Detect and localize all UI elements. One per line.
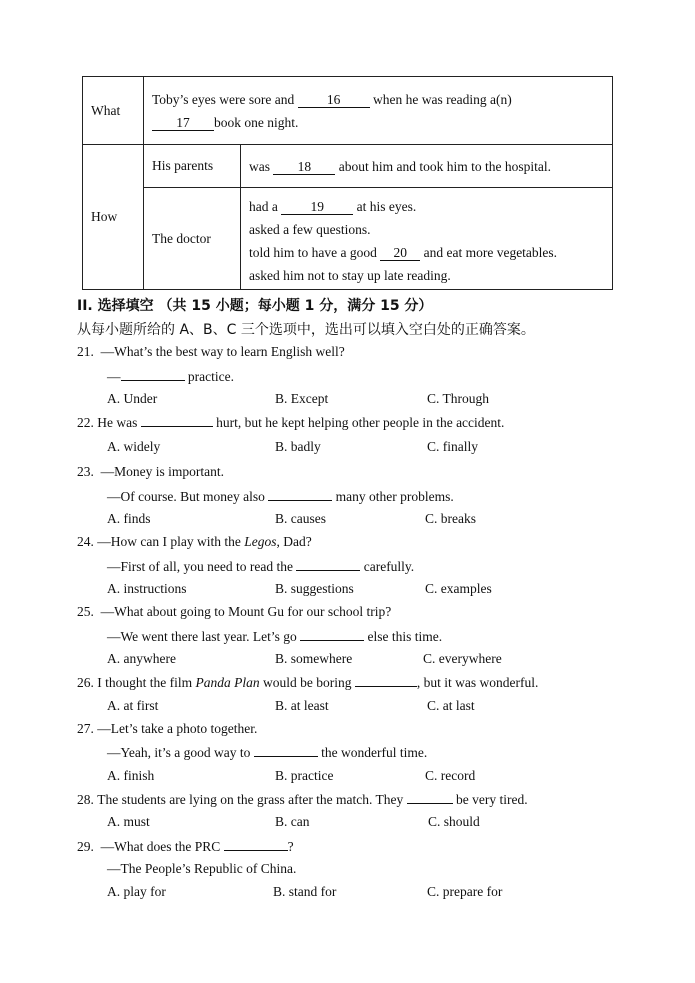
blank-18: 18 [273, 160, 335, 175]
section-title: II. 选择填空 （共 15 小题；每小题 1 分，满分 15 分） [77, 298, 433, 314]
reading-summary-table [82, 76, 613, 290]
q24-option-b[interactable]: B. suggestions [275, 581, 354, 596]
q25-option-b[interactable]: B. somewhere [275, 651, 353, 666]
table-row-what [83, 77, 613, 145]
q26-option-c[interactable]: C. at last [427, 698, 475, 713]
answer-blank[interactable] [296, 557, 360, 571]
blank-19: 19 [281, 200, 353, 215]
blank-17: 17 [152, 116, 214, 131]
answer-blank[interactable] [254, 743, 318, 757]
label-how: How [83, 145, 144, 290]
q25-option-a[interactable]: A. anywhere [107, 651, 176, 666]
q23-option-a[interactable]: A. finds [107, 511, 151, 526]
label-his-parents: His parents [144, 145, 241, 188]
question-27-stem: 27. —Let’s take a photo together. [77, 721, 258, 736]
question-28-stem: 28. The students are lying on the grass after the match. They be very tired. [77, 792, 528, 807]
question-24-stem: 24. —How can I play with the Legos, Dad? [77, 534, 312, 549]
question-21-reply: — practice. [107, 369, 234, 384]
q25-option-c[interactable]: C. everywhere [423, 651, 502, 666]
answer-blank[interactable] [407, 790, 453, 804]
question-29-reply: —The People’s Republic of China. [107, 861, 297, 876]
blank-16: 16 [298, 93, 370, 108]
q29-option-c[interactable]: C. prepare for [427, 884, 503, 899]
q22-option-a[interactable]: A. widely [107, 439, 161, 454]
q28-option-b[interactable]: B. can [275, 814, 310, 829]
q26-option-a[interactable]: A. at first [107, 698, 159, 713]
blank-20: 20 [380, 246, 420, 261]
q26-option-b[interactable]: B. at least [275, 698, 329, 713]
q21-option-b[interactable]: B. Except [275, 391, 329, 406]
q23-option-b[interactable]: B. causes [275, 511, 326, 526]
q29-option-a[interactable]: A. play for [107, 884, 166, 899]
question-23-reply: —Of course. But money also many other problems. [107, 489, 454, 504]
q28-option-a[interactable]: A. must [107, 814, 150, 829]
question-26-stem: 26. I thought the film Panda Plan would be boring , but it was wonderful. [77, 675, 539, 690]
answer-blank[interactable] [268, 487, 332, 501]
question-25-stem: 25. —What about going to Mount Gu for our school trip? [77, 604, 392, 619]
q28-option-c[interactable]: C. should [428, 814, 480, 829]
q27-option-a[interactable]: A. finish [107, 768, 155, 783]
q22-option-b[interactable]: B. badly [275, 439, 321, 454]
question-24-reply: —First of all, you need to read the carefully. [107, 559, 415, 574]
label-what: What [83, 77, 144, 145]
q22-option-c[interactable]: C. finally [427, 439, 478, 454]
question-25-reply: —We went there last year. Let’s go else this time. [107, 629, 443, 644]
q27-option-b[interactable]: B. practice [275, 768, 334, 783]
q27-option-c[interactable]: C. record [425, 768, 476, 783]
answer-blank[interactable] [355, 673, 417, 687]
parents-content: was 18 about him and took him to the hospital. [241, 145, 613, 188]
what-content: Toby’s eyes were sore and 16 when he was reading a(n) 17 book one night. [144, 77, 613, 145]
answer-blank[interactable] [300, 627, 364, 641]
question-21-stem: 21. —What’s the best way to learn English well? [77, 344, 345, 359]
q21-option-c[interactable]: C. Through [427, 391, 490, 406]
q24-option-a[interactable]: A. instructions [107, 581, 187, 596]
answer-blank[interactable] [141, 413, 213, 427]
q29-option-b[interactable]: B. stand for [273, 884, 337, 899]
question-27-reply: —Yeah, it’s a good way to the wonderful time. [107, 745, 428, 760]
q24-option-c[interactable]: C. examples [425, 581, 492, 596]
answer-blank[interactable] [121, 367, 185, 381]
question-22-stem: 22. He was hurt, but he kept helping other people in the accident. [77, 415, 505, 430]
table-row-parents [83, 145, 613, 188]
question-29-stem: 29. —What does the PRC ? [77, 839, 294, 854]
section-instruction: 从每小题所给的 A、B、C 三个选项中，选出可以填入空白处的正确答案。 [77, 322, 535, 338]
q21-option-a[interactable]: A. Under [107, 391, 158, 406]
label-the-doctor: The doctor [144, 188, 241, 290]
q23-option-c[interactable]: C. breaks [425, 511, 476, 526]
question-23-stem: 23. —Money is important. [77, 464, 224, 479]
table-row-doctor [83, 188, 613, 290]
answer-blank[interactable] [224, 837, 288, 851]
doctor-content: had a 19 at his eyes. asked a few questions. told him to have a good 20 and eat more vegetables. asked him not to stay up late reading. [241, 188, 613, 290]
